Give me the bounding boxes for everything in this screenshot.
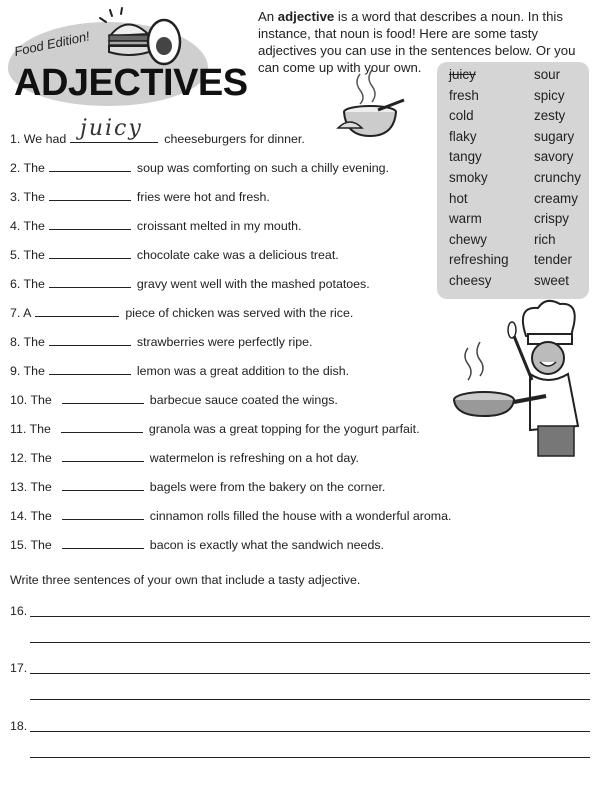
- sentence-number: 7. A: [10, 306, 32, 320]
- sentence-number: 12. The: [10, 451, 52, 465]
- word-bank-item: cold: [449, 108, 474, 124]
- word-bank-item: chewy: [449, 231, 487, 247]
- answer-blank[interactable]: [49, 362, 131, 375]
- writing-line[interactable]: [30, 757, 590, 758]
- sentence-number: 4. The: [10, 219, 45, 233]
- sentence-number: 8. The: [10, 335, 45, 349]
- sentence-item: [10, 507, 451, 523]
- bowl-icon: [332, 66, 412, 146]
- sentence-text: chocolate cake was a delicious treat.: [136, 248, 339, 262]
- writing-line[interactable]: [30, 699, 590, 700]
- sentence-text: croissant melted in my mouth.: [136, 219, 302, 233]
- sentence-number: 9. The: [10, 364, 45, 378]
- answer-blank[interactable]: [49, 217, 131, 230]
- answer-blank[interactable]: [62, 478, 144, 491]
- word-bank-item: spicy: [534, 87, 565, 103]
- sentence-text: granola was a great topping for the yogurt parfait.: [148, 422, 420, 436]
- sentence-item: [10, 188, 270, 204]
- sentence-number: 13. The: [10, 480, 52, 494]
- sentence-text: fries were hot and fresh.: [136, 190, 270, 204]
- sentence-number: 14. The: [10, 509, 52, 523]
- sentence-number: 11. The: [10, 422, 51, 436]
- sentence-item: [10, 159, 389, 175]
- instruction-text: Write three sentences of your own that include a tasty adjective.: [10, 573, 361, 587]
- sentence-text: piece of chicken was served with the rice.: [125, 306, 354, 320]
- word-bank-item: refreshing: [449, 252, 509, 268]
- answer-blank[interactable]: [49, 275, 131, 288]
- writing-line-number: 18.: [10, 719, 28, 733]
- answer-blank[interactable]: [62, 507, 144, 520]
- word-bank-item: warm: [449, 211, 482, 227]
- sentence-text: bagels were from the bakery on the corner.: [149, 480, 386, 494]
- writing-line[interactable]: [30, 731, 590, 732]
- subtitle: Food Edition!: [12, 28, 91, 59]
- word-bank-item: creamy: [534, 190, 578, 206]
- sentence-item: [10, 420, 420, 436]
- sentence-text: cinnamon rolls filled the house with a wonderful aroma.: [149, 509, 452, 523]
- word-bank-item: sour: [534, 67, 561, 82]
- sentence-item: [10, 246, 339, 262]
- answer-blank[interactable]: [49, 188, 131, 201]
- sentence-text: strawberries were perfectly ripe.: [136, 335, 313, 349]
- sentence-text: cheeseburgers for dinner.: [164, 132, 305, 146]
- sentence-item: [10, 478, 385, 494]
- sentence-number: 2. The: [10, 161, 45, 175]
- intro-paragraph: An adjective is a word that describes a noun. In this instance, that noun is food! Here are some tasty adjectives you can use in the sentences below. Or you can come up with your own.: [258, 9, 576, 75]
- word-bank-item: sweet: [534, 273, 569, 288]
- sentence-number: 5. The: [10, 248, 45, 262]
- sentence-item: [10, 275, 370, 291]
- word-bank-item: tender: [534, 252, 572, 268]
- sentence-text: barbecue sauce coated the wings.: [149, 393, 338, 407]
- chef-icon: [446, 296, 596, 466]
- answer-blank[interactable]: [35, 304, 119, 317]
- sentence-item: [10, 391, 338, 407]
- answer-blank[interactable]: [49, 159, 131, 172]
- word-bank-item: zesty: [534, 108, 566, 124]
- sentence-number: 6. The: [10, 277, 45, 291]
- writing-line-number: 16.: [10, 604, 28, 618]
- sentence-item: [10, 362, 349, 378]
- sentence-number: 15. The: [10, 538, 52, 552]
- word-bank-item: fresh: [449, 87, 479, 103]
- word-bank-item: crunchy: [534, 170, 581, 185]
- writing-line[interactable]: [30, 642, 590, 643]
- word-bank-item: smoky: [449, 170, 488, 185]
- answer-blank[interactable]: [62, 536, 144, 549]
- word-bank-item: cheesy: [449, 273, 492, 288]
- word-bank-item: juicy: [449, 67, 476, 82]
- sentence-text: soup was comforting on such a chilly evening.: [136, 161, 389, 175]
- answer-blank[interactable]: [61, 420, 143, 433]
- sentence-item: [10, 130, 305, 146]
- sentence-item: [10, 536, 384, 552]
- word-bank-item: tangy: [449, 149, 482, 165]
- word-bank-item: savory: [534, 149, 574, 165]
- writing-line-number: 17.: [10, 661, 28, 675]
- sentence-number: 1. We had: [10, 132, 67, 146]
- word-bank-item: crispy: [534, 211, 569, 227]
- sentence-text: gravy went well with the mashed potatoes.: [136, 277, 370, 291]
- sentence-text: lemon was a great addition to the dish.: [136, 364, 350, 378]
- answer-blank[interactable]: [62, 391, 144, 404]
- example-answer: juicy: [80, 116, 143, 141]
- sentence-number: 10. The: [10, 393, 52, 407]
- word-bank-item: flaky: [449, 128, 477, 144]
- answer-blank[interactable]: [62, 449, 144, 462]
- word-bank-item: sugary: [534, 128, 575, 144]
- sentence-item: [10, 304, 353, 320]
- sentence-text: bacon is exactly what the sandwich needs.: [149, 538, 384, 552]
- answer-blank[interactable]: [49, 333, 131, 346]
- writing-line[interactable]: [30, 616, 590, 617]
- sentence-text: watermelon is refreshing on a hot day.: [149, 451, 359, 465]
- word-bank-item: rich: [534, 231, 556, 247]
- sentence-number: 3. The: [10, 190, 45, 204]
- answer-blank[interactable]: [49, 246, 131, 259]
- sentence-item: [10, 449, 359, 465]
- page-title: ADJECTIVES: [14, 62, 248, 104]
- sentence-item: [10, 333, 313, 349]
- word-bank-item: hot: [449, 190, 468, 206]
- sentence-item: [10, 217, 302, 233]
- writing-line[interactable]: [30, 673, 590, 674]
